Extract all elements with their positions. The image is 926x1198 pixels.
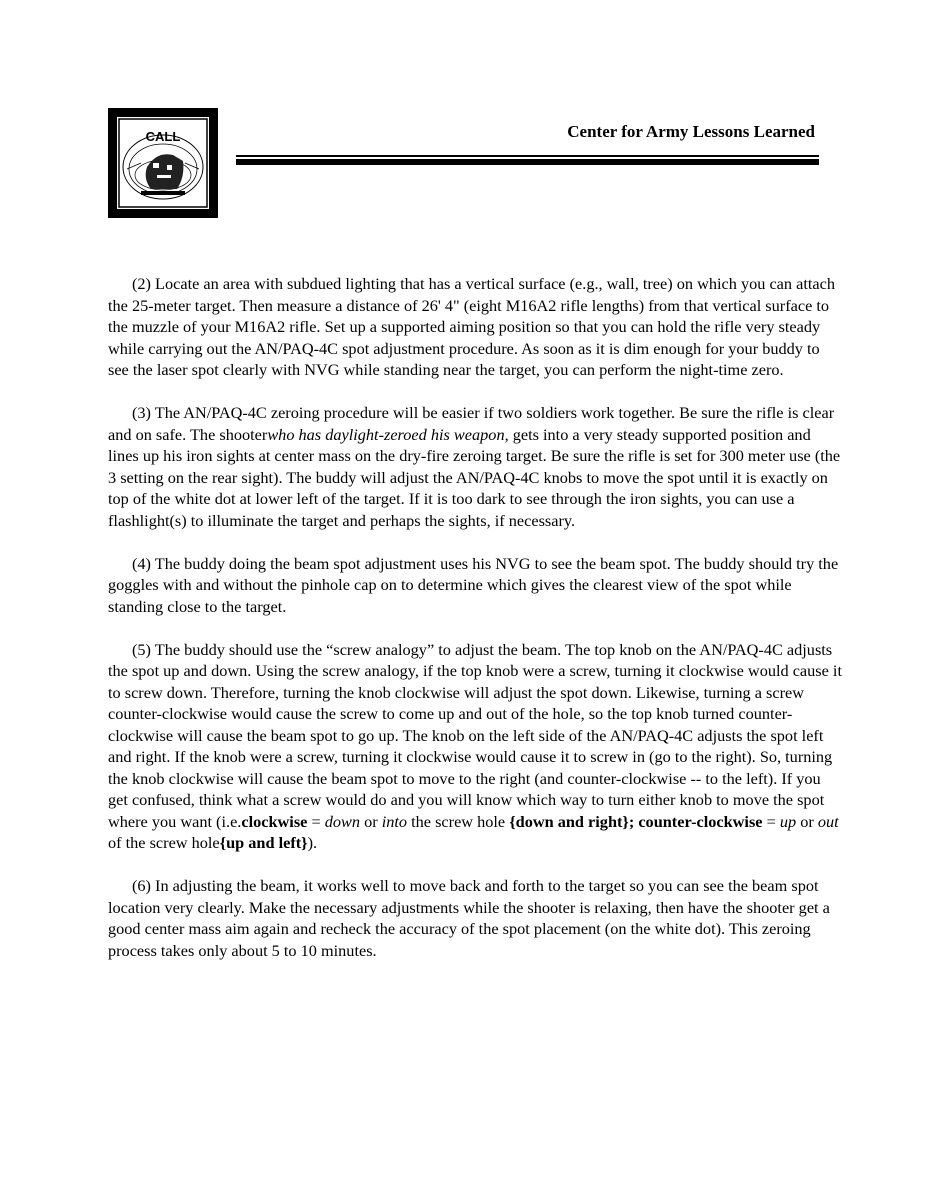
- paragraph-5-text: =: [307, 811, 325, 831]
- paragraph-5: [108, 639, 843, 854]
- document-body: [108, 273, 843, 983]
- call-logo: [108, 108, 218, 218]
- paragraph-5-text: (5) The buddy should use the “screw analogy” to adjust the beam. The top knob on the AN/PAQ-4C adjusts the spot up and down. Using the screw analogy, if the top knob were a screw, turning it clockwise would cause it to screw down. Therefore, turning the knob clockwise will adjust the spot down. Likewise, turning a screw counter-clockwise would cause the screw to come up and out of the hole, so the top knob turned counter-clockwise will cause the beam spot to go up. The knob on the left side of the AN/PAQ-4C adjusts the spot left and right. If the knob were a screw, turning it clockwise would cause it to screw in (go to the right). So, turning the knob clockwise will cause the beam spot to move to the right (and counter-clockwise -- to the left). If you get confused, think what a screw would do and you will know which way to turn either knob to move the spot where you want (i.e.: [108, 639, 842, 831]
- header-org-name: Center for Army Lessons Learned: [567, 122, 815, 141]
- logo-text: CALL: [145, 129, 181, 144]
- paragraph-5-bold: {up and left}: [219, 833, 308, 852]
- paragraph-4: (4) The buddy doing the beam spot adjustment uses his NVG to see the beam spot. The buddy should try the goggles with and without the pinhole cap on to determine which gives the clearest view of the spot while standing close to the target.: [108, 553, 839, 616]
- paragraph-3-emphasis: who has daylight-zeroed his weapon,: [267, 424, 509, 444]
- paragraph-5-text: =: [762, 811, 780, 831]
- paragraph-5-text: of the screw hole: [108, 833, 220, 852]
- paragraph-5-text: ).: [307, 833, 318, 852]
- paragraph-5-text: or: [360, 811, 382, 831]
- paragraph-5-italic: out: [817, 811, 839, 831]
- paragraph-5-italic: up: [779, 811, 797, 831]
- paragraph-3-text: (3) The AN/PAQ-4C zeroing procedure will be easier if two soldiers work together. Be sure the rifle is clear and on safe. The shooter: [108, 403, 835, 444]
- paragraph-5-bold: clockwise: [241, 811, 308, 831]
- call-seal-icon: [117, 117, 209, 209]
- paragraph-5-text: the screw hole: [407, 811, 510, 831]
- paragraph-3: [108, 402, 843, 531]
- paragraph-5-italic: into: [381, 811, 408, 831]
- paragraph-5-bold: {down and right}; counter-clockwise: [509, 811, 763, 831]
- paragraph-5-italic: down: [324, 811, 361, 831]
- paragraph-5-text: or: [796, 811, 818, 831]
- header-rule-thick: [236, 159, 819, 165]
- header-rule-thin: [236, 155, 819, 157]
- paragraph-2: (2) Locate an area with subdued lighting that has a vertical surface (e.g., wall, tree) on which you can attach the 25-meter target. Then measure a distance of 26' 4" (eight M16A2 rifle lengths) from that vertical surface to the muzzle of your M16A2 rifle. Set up a supported aiming position so that you can hold the rifle very steady while carrying out the AN/PAQ-4C spot adjustment procedure. As soon as it is dim enough for your buddy to see the laser spot clearly with NVG while standing near the target, you can perform the night-time zero.: [108, 274, 835, 379]
- paragraph-3-text-end: gets into a very steady supported position and lines up his iron sights at center mass on the dry-fire zeroing target. Be sure the rifle is set for 300 meter use (the 3 setting on the rear sight). The buddy will adjust the AN/PAQ-4C knobs to move the spot until it is exactly on top of the white dot at lower left of the target. If it is too dark to see through the iron sights, you can use a flashlight(s) to illuminate the target and perhaps the sights, if necessary.: [108, 424, 841, 530]
- paragraph-6: (6) In adjusting the beam, it works well to move back and forth to the target so you can see the beam spot location very clearly. Make the necessary adjustments while the shooter is relaxing, then have the shooter get a good center mass aim again and recheck the accuracy of the spot placement (on the white dot). This zeroing process takes only about 5 to 10 minutes.: [108, 876, 830, 960]
